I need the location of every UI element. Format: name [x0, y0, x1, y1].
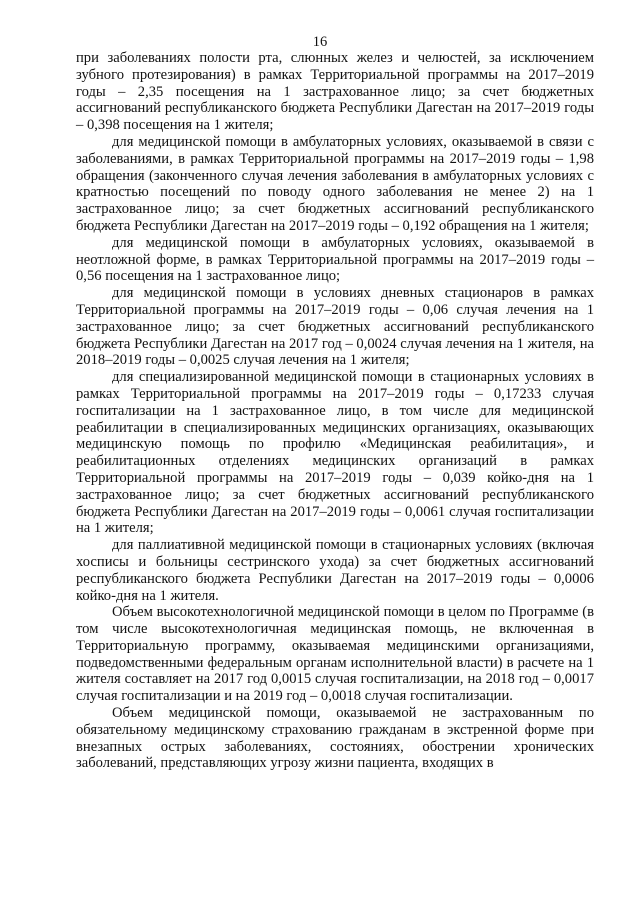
document-body: [76, 50, 594, 772]
paragraph-palliative: для паллиативной медицинской помощи в стационарных условиях (включая хосписы и больницы сестринского ухода) за счет бюджетных ассигнований республиканского бюджета Республики Дагестан на 2017–2019 годы – 0,0006 койко-дня на 1 жителя.: [76, 537, 594, 604]
paragraph-ambulatory-urgent: для медицинской помощи в амбулаторных условиях, оказываемой в неотложной форме, в рамках Территориальной программы на 2017–2019 годы – 0,56 посещения на 1 застрахованное лицо;: [76, 234, 594, 285]
paragraph-continuation: при заболеваниях полости рта, слюнных желез и челюстей, за исключением зубного протезирования) в рамках Территориальной программы на 2017–2019 годы – 2,35 посещения на 1 застрахованное лицо; за счет бюджетных ассигнований республиканского бюджета Республики Дагестан на 2017–2019 годы – 0,398 посещения на 1 жителя;: [76, 50, 594, 134]
paragraph-uninsured-emergency: Объем медицинской помощи, оказываемой не застрахованным по обязательному медицинскому страхованию гражданам в экстренной форме при внезапных острых заболеваниях, состояниях, обострении хронических заболеваний, представляющих угрозу жизни пациента, входящих в: [76, 705, 594, 772]
paragraph-day-hospital: для медицинской помощи в условиях дневных стационаров в рамках Территориальной программы на 2017–2019 годы – 0,06 случая лечения на 1 застрахованное лицо; за счет бюджетных ассигнований республиканского бюджета Республики Дагестан на 2017 год – 0,0024 случая лечения на 1 жителя, на 2018–2019 годы – 0,0025 случая лечения на 1 жителя;: [76, 285, 594, 369]
paragraph-specialized-inpatient: для специализированной медицинской помощи в стационарных условиях в рамках Территориальной программы на 2017–2019 годы – 0,17233 случая госпитализации на 1 застрахованное лицо, в том числе для медицинской реабилитации в специализированных медицинских организациях, оказывающих медицинскую помощь по профилю «Медицинская реабилитация», и реабилитационных отделениях медицинских организаций в рамках Территориальной программы на 2017–2019 годы – 0,039 койко-дня на 1 застрахованное лицо; за счет бюджетных ассигнований республиканского бюджета Республики Дагестан на 2017–2019 годы – 0,0061 случая госпитализации на 1 жителя;: [76, 369, 594, 537]
paragraph-high-tech-care: Объем высокотехнологичной медицинской помощи в целом по Программе (в том числе высокотехнологичная медицинская помощь, не включенная в Территориальную программу, оказываемая медицинскими организациями, подведомственными федеральным органам исполнительной власти) в расчете на 1 жителя составляет на 2017 год 0,0015 случая госпитализации, на 2018 год – 0,0017 случая госпитализации и на 2019 год – 0,0018 случая госпитализации.: [76, 604, 594, 705]
page-number: 16: [312, 34, 328, 50]
paragraph-ambulatory-disease: для медицинской помощи в амбулаторных условиях, оказываемой в связи с заболеваниями, в рамках Территориальной программы на 2017–2019 годы – 1,98 обращения (законченного случая лечения заболевания в амбулаторных условиях с кратностью посещений по поводу одного заболевания не менее 2) на 1 застрахованное лицо; за счет бюджетных ассигнований республиканского бюджета Республики Дагестан на 2017–2019 годы – 0,192 обращения на 1 жителя;: [76, 133, 594, 234]
